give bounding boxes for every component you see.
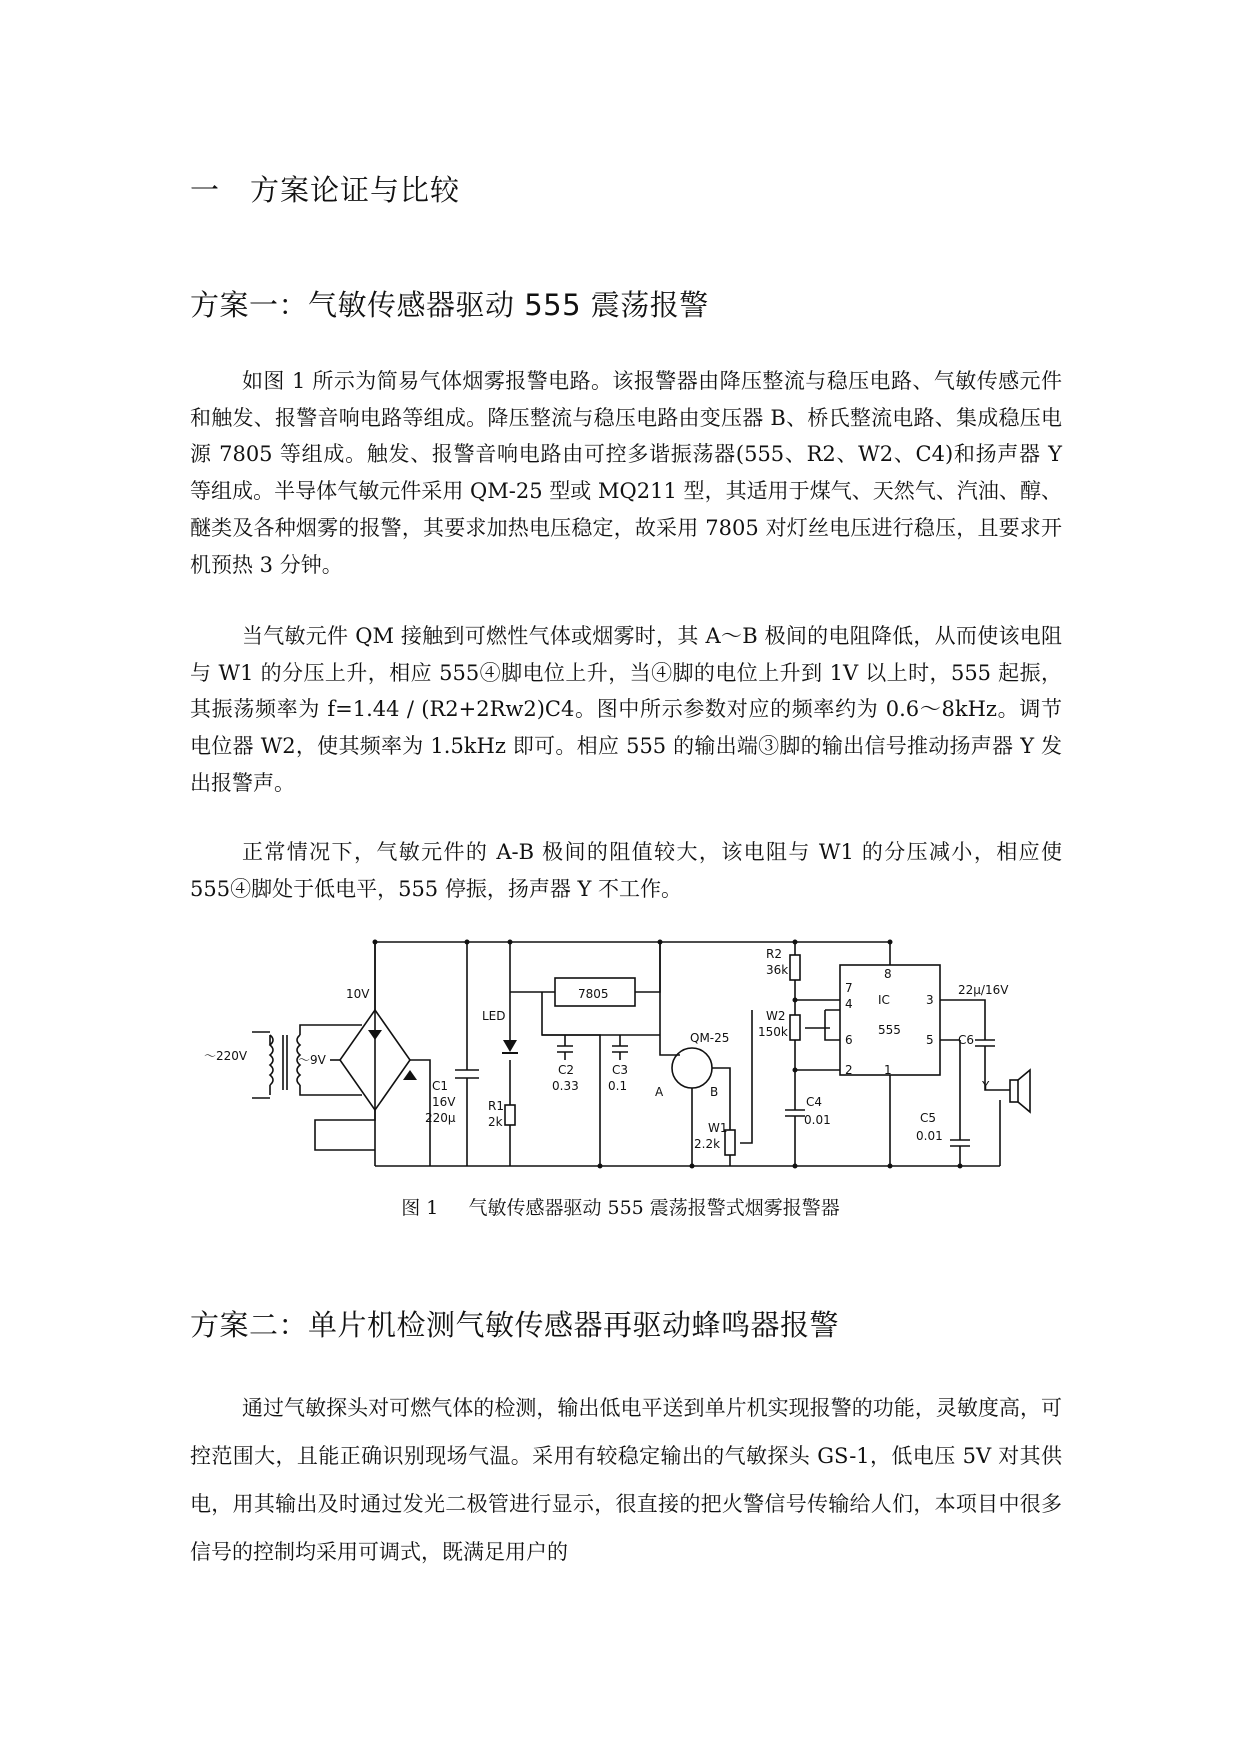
label-pin-b: B bbox=[710, 1085, 719, 1099]
scheme1-paragraph-2: 当气敏元件 QM 接触到可燃性气体或烟雾时，其 A～B 极间的电阻降低，从而使该电阻与 W1 的分压上升，相应 555④脚电位上升，当④脚的电位上升到 1V 以上时，555 起振，其振荡频率为 f=1.44 / (R2+2Rw2)C4。图中所示参数对应的频率约为 0.6～8kHz。调节电位器 W2，使其频率为 1.5kHz 即可。相应 555 的输出端③脚的输出信号推动扬声器 Y 发出报警声。 bbox=[190, 624, 1062, 795]
label-speaker: Y bbox=[982, 1079, 990, 1093]
label-c1-value: 220μ bbox=[425, 1111, 456, 1125]
label-9v: ～9V bbox=[298, 1053, 326, 1067]
label-c2-name: C2 bbox=[558, 1063, 575, 1077]
label-7805: 7805 bbox=[578, 987, 609, 1001]
label-w1-name: W1 bbox=[708, 1121, 728, 1135]
label-r2-name: R2 bbox=[766, 947, 782, 961]
label-led: LED bbox=[482, 1009, 506, 1023]
label-c5-name: C5 bbox=[920, 1111, 937, 1125]
label-c6-value: 22μ/16V bbox=[958, 983, 1009, 997]
label-c6-name: C6 bbox=[958, 1033, 975, 1047]
figure-caption-text: 气敏传感器驱动 555 震荡报警式烟雾报警器 bbox=[468, 1197, 840, 1219]
label-w2-value: 150k bbox=[758, 1025, 788, 1039]
label-10v: 10V bbox=[346, 987, 370, 1001]
label-r1-value: 2k bbox=[488, 1115, 503, 1129]
label-c5-value: 0.01 bbox=[916, 1129, 943, 1143]
scheme2-heading: 方案二：单片机检测气敏传感器再驱动蜂鸣器报警 bbox=[190, 1308, 840, 1342]
label-c3-name: C3 bbox=[612, 1063, 629, 1077]
label-pin6: 6 bbox=[845, 1033, 853, 1047]
figure-caption bbox=[0, 1193, 1241, 1220]
label-ic-type: 555 bbox=[878, 1023, 901, 1037]
section-number: 一 bbox=[190, 173, 221, 207]
scheme2-paragraph: 通过气敏探头对可燃气体的检测，输出低电平送到单片机实现报警的功能，灵敏度高，可控范围大，且能正确识别现场气温。采用有较稳定输出的气敏探头 GS-1，低电压 5V 对其供电，用其输出及时通过发光二极管进行显示，很直接的把火警信号传输给人们，本项目中很多信号的控制均采用可调式，既满足用户的 bbox=[190, 1396, 1062, 1564]
label-pin4: 4 bbox=[845, 997, 853, 1011]
label-r1-name: R1 bbox=[488, 1099, 504, 1113]
label-pin2: 2 bbox=[845, 1063, 853, 1077]
figure-caption-label: 图 1 bbox=[401, 1197, 439, 1219]
scheme1-paragraph-1: 如图 1 所示为简易气体烟雾报警电路。该报警器由降压整流与稳压电路、气敏传感元件和触发、报警音响电路等组成。降压整流与稳压电路由变压器 B、桥氏整流电路、集成稳压电源 7805 等组成。触发、报警音响电路由可控多谐振荡器(555、R2、W2、C4)和扬声器 Y 等组成。半导体气敏元件采用 QM-25 型或 MQ211 型，其适用于煤气、天然气、汽油、醇、醚类及各种烟雾的报警，其要求加热电压稳定，故采用 7805 对灯丝电压进行稳压，且要求开机预热 3 分钟。 bbox=[190, 369, 1062, 577]
label-pin-a: A bbox=[655, 1085, 664, 1099]
scheme1-heading: 方案一：气敏传感器驱动 555 震荡报警 bbox=[190, 288, 709, 322]
label-w1-value: 2.2k bbox=[694, 1137, 721, 1151]
label-c4-name: C4 bbox=[806, 1095, 823, 1109]
label-c2-value: 0.33 bbox=[552, 1079, 579, 1093]
label-qm25: QM-25 bbox=[690, 1031, 730, 1045]
scheme1-paragraph-3: 正常情况下，气敏元件的 A-B 极间的阻值较大，该电阻与 W1 的分压减小，相应使 555④脚处于低电平，555 停振，扬声器 Y 不工作。 bbox=[190, 840, 1062, 901]
label-ic: IC bbox=[878, 993, 890, 1007]
section-title: 方案论证与比较 bbox=[250, 173, 461, 207]
label-pin7: 7 bbox=[845, 981, 853, 995]
label-pin1: 1 bbox=[884, 1063, 892, 1077]
label-r2-value: 36k bbox=[766, 963, 789, 977]
label-c1-voltage: 16V bbox=[432, 1095, 456, 1109]
label-c3-value: 0.1 bbox=[608, 1079, 628, 1093]
section-heading bbox=[190, 168, 460, 209]
label-c1-name: C1 bbox=[432, 1079, 449, 1093]
label-c4-value: 0.01 bbox=[804, 1113, 831, 1127]
label-pin8: 8 bbox=[884, 967, 892, 981]
label-pin3: 3 bbox=[926, 993, 934, 1007]
label-220v: ～220V bbox=[204, 1049, 248, 1063]
label-w2-name: W2 bbox=[766, 1009, 786, 1023]
label-pin5: 5 bbox=[926, 1033, 934, 1047]
